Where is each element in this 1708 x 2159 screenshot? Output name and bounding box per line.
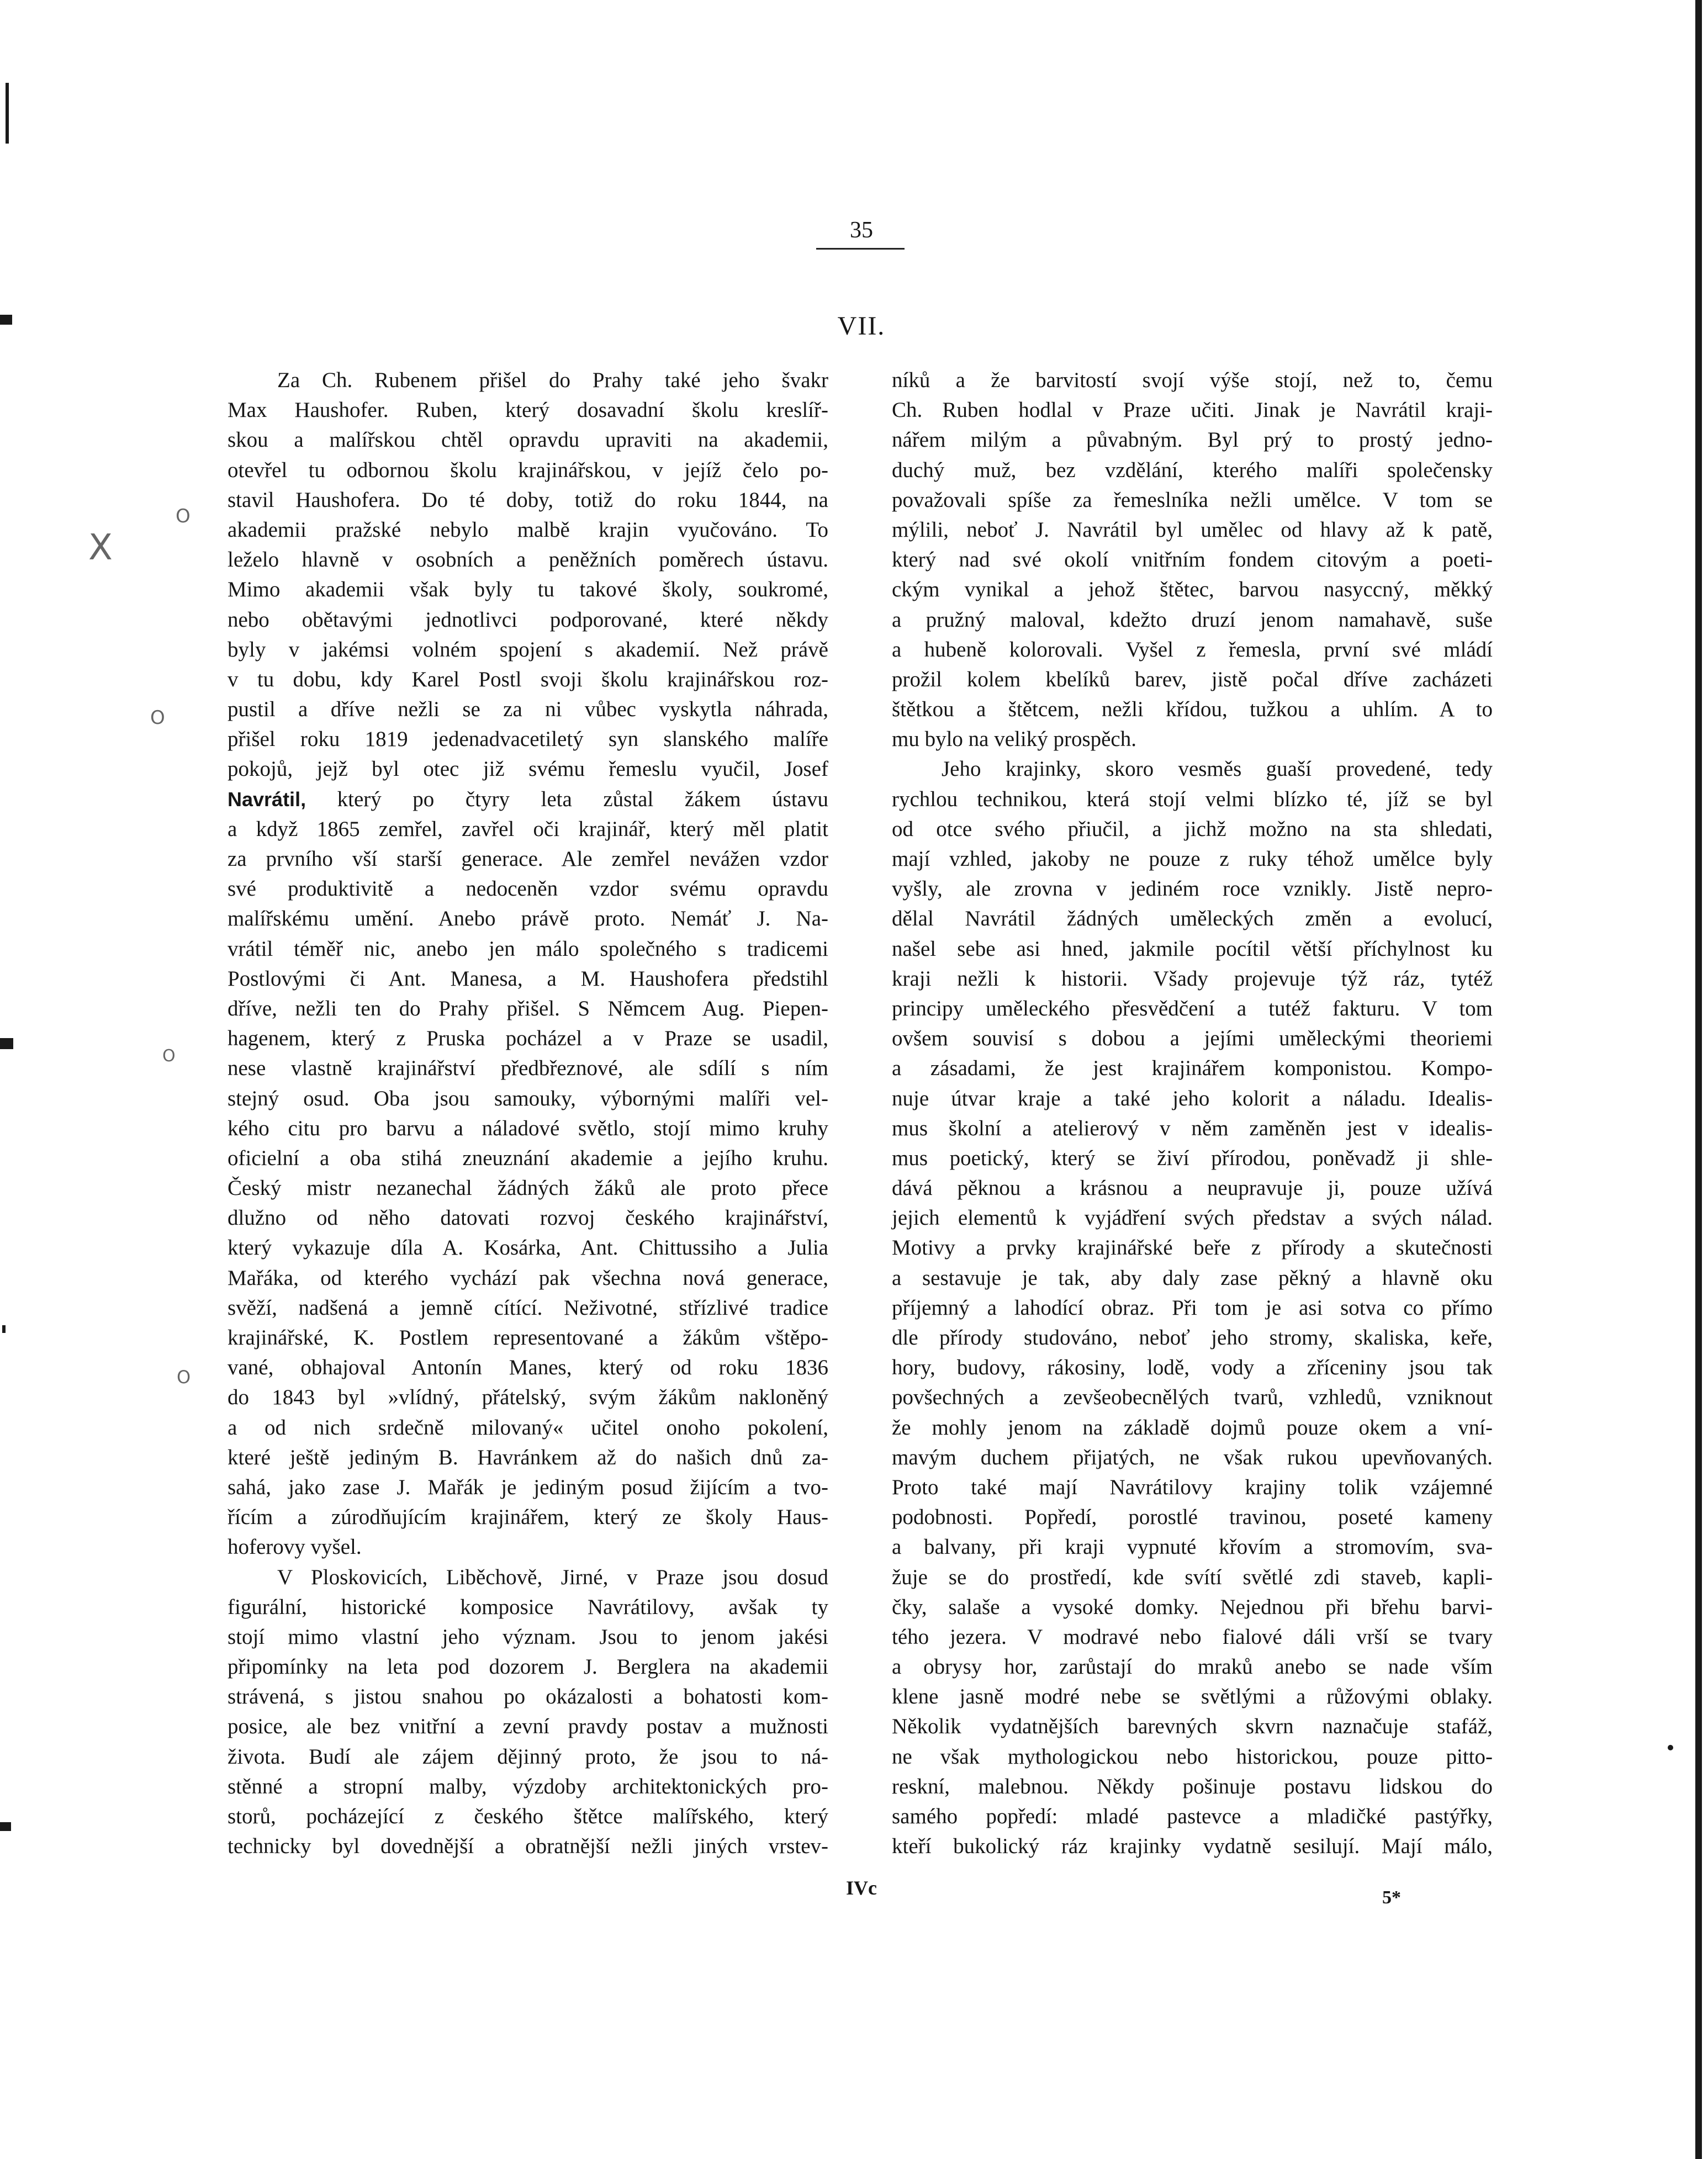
text-line: malířskému umění. Anebo právě proto. Nemáť J. Na-	[228, 907, 828, 931]
text-line: dává pěknou a krásnou a neupravuje ji, pouze užívá	[892, 1176, 1493, 1200]
text-line: Mařáka, od kterého vychází pak všechna nová generace,	[228, 1266, 828, 1290]
text-line: Za Ch. Rubenem přišel do Prahy také jeho švakr	[277, 368, 828, 392]
text-line: dříve, nežli ten do Prahy přišel. S Němcem Aug. Piepen-	[228, 996, 828, 1020]
text-line: prožil kolem kbelíků barev, jistě počal dříve zacházeti	[892, 667, 1493, 691]
page-number: 35	[850, 218, 873, 243]
text-line: své produktivitě a nedoceněn vzdor svému opravdu	[228, 877, 828, 901]
text-line: dělal Navrátil žádných uměleckých změn a evolucí,	[892, 907, 1493, 931]
left-paragraph-2	[228, 1563, 828, 1862]
text-line: duchý muž, bez vzdělání, kterého malíři společensky	[892, 458, 1493, 482]
text-line: našel sebe asi hned, jakmile pocítil větší příchylnost ku	[892, 936, 1493, 961]
sheet-number: 5*	[1382, 1887, 1401, 1908]
text-line: Několik vydatnějších barevných skvrn naznačuje stafáž,	[892, 1714, 1493, 1739]
text-line: mají vzhled, jakoby ne pouze z ruky téhož umělce byly	[892, 847, 1493, 871]
text-line: V Ploskovicích, Liběchově, Jirné, v Praze jsou dosud	[277, 1565, 828, 1589]
text-line: dlužno od něho datovati rozvoj českého krajinářství,	[228, 1206, 828, 1230]
text-line: pokojů, jejž byl otec již svému řemeslu vyučil, Josef	[228, 757, 828, 781]
text-line: Jeho krajinky, skoro vesměs guaší provedené, tedy	[942, 757, 1493, 781]
text-line: příjemný a lahodící obraz. Při tom je asi sotva co přímo	[892, 1295, 1493, 1320]
text-line: povšechných a zevšeobecnělých tvarů, vzhledů, vzniknout	[892, 1385, 1493, 1410]
text-line: a když 1865 zemřel, zavřel oči krajinář, který měl platit	[228, 817, 828, 841]
text-line: leželo hlavně v osobních a peněžních poměrech ústavu.	[228, 548, 828, 572]
text-line: hoferovy vyšel.	[228, 1535, 362, 1559]
text-line: a balvany, při kraji vypnuté křovím a stromovím, sva-	[892, 1535, 1493, 1559]
left-paragraph-1	[228, 366, 828, 785]
text-line: Postlovými či Ant. Manesa, a M. Haushofera předstihl	[228, 966, 828, 991]
text-line: technicky byl dovednější a obratnější nežli jiných vrstev-	[228, 1834, 828, 1859]
signature-mark: IVc	[846, 1877, 877, 1899]
text-line: hagenem, který z Pruska pocházel a v Praze se usadil,	[228, 1026, 828, 1051]
text-line: a pružný maloval, kdežto druzí jenom namahavě, suše	[892, 607, 1493, 632]
text-line: stavil Haushofera. Do té doby, totiž do roku 1844, na	[228, 488, 828, 512]
text-line: a hubeně kolorovali. Vyšel z řemesla, první své mládí	[892, 637, 1493, 662]
left-edge-mark-4	[2, 1325, 6, 1333]
text-line: vané, obhajoval Antonín Manes, který od roku 1836	[228, 1356, 828, 1380]
text-line: Český mistr nezanechal žádných žáků ale proto přece	[228, 1176, 828, 1200]
right-paragraph-1	[892, 366, 1493, 754]
text-line: mýlili, neboť J. Navrátil byl umělec od hlavy až k patě,	[892, 517, 1493, 542]
text-line: krajinářské, K. Postlem representované a žákům vštěpo-	[228, 1326, 828, 1350]
text-line: nuje útvar kraje a také jeho kolorit a náladu. Idealis-	[892, 1086, 1493, 1110]
pencil-mark-circle-1: O	[176, 505, 191, 527]
text-line: figurální, historické komposice Navrátilovy, avšak ty	[228, 1595, 828, 1619]
right-paragraph-2	[892, 754, 1493, 1861]
text-line: řícím a zúrodňujícím krajinářem, který ze školy Haus-	[228, 1505, 828, 1530]
text-line: vrátil téměř nic, anebo jen málo společného s tradicemi	[228, 936, 828, 961]
text-line: mus poetický, který se živí přírodou, poněvadž ji shle-	[892, 1146, 1493, 1170]
text-line: Motivy a prvky krajinářské beře z přírody a skutečnosti	[892, 1236, 1493, 1260]
chapter-heading: VII.	[837, 311, 886, 341]
text-line: za prvního vší starší generace. Ale zemřel nevážen vzdor	[228, 847, 828, 871]
text-line: dle přírody studováno, neboť jeho stromy, skaliska, keře,	[892, 1326, 1493, 1350]
left-edge-mark-5	[0, 1822, 11, 1831]
text-line: podobnosti. Popředí, porostlé travinou, poseté kameny	[892, 1505, 1493, 1530]
text-line: štětkou a štětcem, nežli křídou, tužkou a uhlím. A to	[892, 697, 1493, 722]
text-line: vyšly, ale zrovna v jediném roce vznikly. Jistě nepro-	[892, 877, 1493, 901]
right-edge-mark	[1668, 1745, 1673, 1750]
text-line: klene jasně modré nebe se světlými a růžovými oblaky.	[892, 1685, 1493, 1709]
text-line: rychlou technikou, která stojí velmi blízko té, jíž se byl	[892, 787, 1493, 811]
text-line: že mohly jenom na základě dojmů pouze okem a vní-	[892, 1415, 1493, 1440]
text-line: života. Budí ale zájem dějinný proto, že jsou to ná-	[228, 1744, 828, 1769]
text-line: skou a malířskou chtěl opravdu upraviti na akademii,	[228, 428, 828, 452]
text-line: otevřel tu odbornou školu krajinářskou, v jejíž čelo po-	[228, 458, 828, 482]
text-line: v tu dobu, kdy Karel Postl svoji školu krajinářskou roz-	[228, 667, 828, 691]
text-line: hory, budovy, rákosiny, lodě, vody a zříceniny jsou tak	[892, 1356, 1493, 1380]
text-line: sahá, jako zase J. Mařák je jediným posud žijícím a tvo-	[228, 1475, 828, 1499]
text-line: který nad své okolí vnitřním fondem citovým a poeti-	[892, 548, 1493, 572]
text-line: kteří bukolický ráz krajinky vydatně sesilují. Mají málo,	[892, 1834, 1493, 1859]
text-line: storů, pocházející z českého štětce malířského, který	[228, 1805, 828, 1828]
text-line: a obrysy hor, zarůstají do mraků anebo se nade vším	[892, 1655, 1493, 1679]
text-line: níků a že barvitostí svojí výše stojí, než to, čemu	[892, 368, 1493, 392]
left-paragraph-1-cont	[228, 814, 828, 1563]
text-line: byly v jakémsi volném spojení s akademií. Než právě	[228, 637, 828, 662]
text-line: přišel roku 1819 jedenadvacetiletý syn slanského malíře	[228, 727, 828, 752]
text-line: kého citu pro barvu a náladové světlo, stojí mimo kruhy	[228, 1116, 828, 1140]
pencil-mark-circle-3: O	[162, 1046, 176, 1066]
text-line: posice, ale bez vnitřní a zevní pravdy postav a mužnosti	[228, 1714, 828, 1739]
text-line: Mimo akademii však byly tu takové školy, soukromé,	[228, 578, 828, 602]
text-line: ckým vynikal a jehož štětec, barvou nasyccný, měkký	[892, 578, 1493, 602]
text-line: Proto také mají Navrátilovy krajiny tolik vzájemné	[892, 1475, 1493, 1499]
text-line: ovšem souvisí s dobou a jejími uměleckými theoriemi	[892, 1026, 1493, 1051]
text-line: strávená, s jistou snahou po okázalosti a bohatosti kom-	[228, 1685, 828, 1709]
text-line: nářem milým a půvabným. Byl prý to prostý jedno-	[892, 428, 1493, 452]
text-line: nese vlastně krajinářství předbřeznové, ale sdílí s ním	[228, 1056, 828, 1081]
text-line: oficielní a oba stihá zneuznání akademie a jejího kruhu.	[228, 1146, 828, 1170]
artist-name: Navrátil,	[228, 787, 306, 811]
text-line: žuje se do prostředí, kde svítí světlé zdi staveb, kapli-	[892, 1565, 1493, 1589]
text-line: které ještě jediným B. Havránkem až do našich dnů za-	[228, 1445, 828, 1469]
text-line: považovali spíše za řemeslníka nežli umělce. V tom se	[892, 488, 1493, 512]
header-rule	[816, 248, 905, 250]
pencil-mark-circle-2: O	[150, 707, 165, 729]
text-line: stejný osud. Oba jsou samouky, výbornými malíři vel-	[228, 1086, 828, 1110]
scan-border-right	[1695, 0, 1702, 2159]
text-line: od otce svého přiučil, a jichž možno na sta shledati,	[892, 817, 1493, 841]
text-line: stěnné a stropní malby, výzdoby architektonických pro-	[228, 1774, 828, 1798]
left-edge-mark-2	[0, 315, 12, 325]
left-edge-mark-1	[6, 83, 9, 144]
text-line: Max Haushofer. Ruben, který dosavadní školu kreslíř-	[228, 398, 828, 422]
text-line: tého jezera. V modravé nebo fialové dáli vrší se tvary	[892, 1624, 1493, 1649]
text-line: reskní, malebnou. Někdy pošinuje postavu lidskou do	[892, 1774, 1493, 1798]
text-line: a od nich srdečně milovaný« učitel onoho pokolení,	[228, 1415, 828, 1440]
text-line: principy uměleckého přesvědčení a tutéž fakturu. V tom	[892, 996, 1493, 1020]
text-line: mu bylo na veliký prospěch.	[892, 727, 1136, 752]
text-line: nebo obětavými jednotlivci podporované, které někdy	[228, 607, 828, 632]
text-line: ne však mythologickou nebo historickou, pouze pitto-	[892, 1744, 1493, 1769]
text-line: a zásadami, že jest krajinářem komponistou. Kompo-	[892, 1056, 1493, 1081]
text-line: mus školní a atelierový v něm zaměněn jest v idealis-	[892, 1116, 1493, 1140]
pencil-mark-circle-4: O	[177, 1367, 191, 1388]
text-line: pustil a dříve nežli se za ni vůbec vyskytla náhrada,	[228, 697, 828, 722]
text-line: připomínky na leta pod dozorem J. Berglera na akademii	[228, 1655, 828, 1679]
text-line: do 1843 byl »vlídný, přátelský, svým žákům nakloněný	[228, 1385, 828, 1410]
left-column	[228, 366, 828, 1861]
text-line-with-name	[228, 785, 828, 814]
text-line: jejich elementů k vyjádření svých představ a svých nálad.	[892, 1206, 1493, 1230]
text-line: samého popředí: mladé pastevce a mladičké pastýřky,	[892, 1805, 1493, 1828]
text-line-rest: který po čtyry leta zůstal žákem ústavu	[306, 787, 828, 811]
text-line: mavým duchem přijatých, ne však rukou upevňovaných.	[892, 1445, 1493, 1469]
text-line: kraji nežli k historii. Všady projevuje týž ráz, tytéž	[892, 966, 1493, 991]
text-line: který vykazuje díla A. Kosárka, Ant. Chittussiho a Julia	[228, 1236, 828, 1260]
left-edge-mark-3	[0, 1038, 13, 1049]
text-line: Ch. Ruben hodlal v Praze učiti. Jinak je Navrátil kraji-	[892, 398, 1493, 422]
pencil-mark-x: X	[88, 527, 113, 568]
text-line: a sestavuje je tak, aby daly zase pěkný a hlavně oku	[892, 1266, 1493, 1290]
text-line: stojí mimo vlastní jeho význam. Jsou to jenom jakési	[228, 1624, 828, 1649]
text-line: akademii pražské nebylo malbě krajin vyučováno. To	[228, 517, 828, 542]
right-column	[892, 366, 1493, 1861]
text-line: svěží, nadšená a jemně cítící. Neživotné, střízlivé tradice	[228, 1295, 828, 1320]
text-line: čky, salaše a vysoké domky. Nejednou při břehu barvi-	[892, 1595, 1493, 1619]
